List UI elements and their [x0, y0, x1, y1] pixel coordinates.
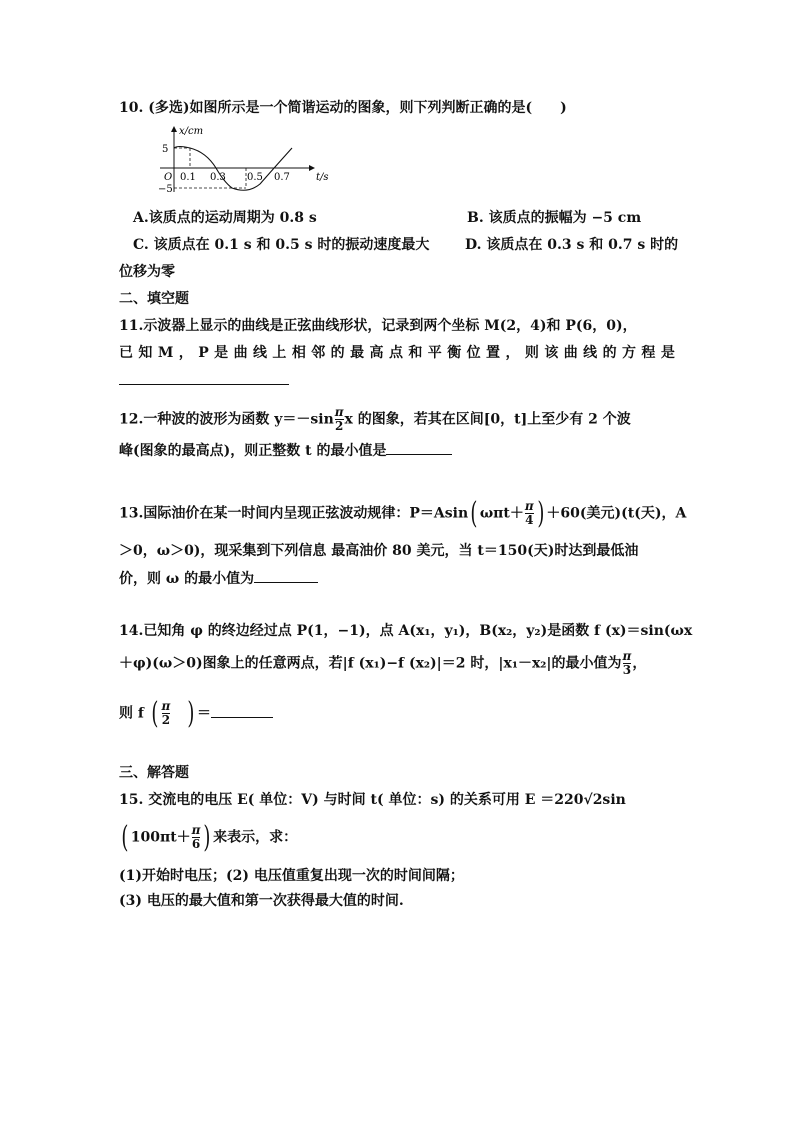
q11-word: 已	[119, 345, 133, 361]
q11-word: 方	[622, 345, 636, 361]
q15-paren-open: (	[121, 819, 129, 855]
q10-option-d-cont: 位移为零	[119, 264, 175, 280]
q11-word: 和	[408, 345, 423, 361]
q11-word: 线	[583, 345, 598, 361]
q14-fraction	[623, 650, 632, 677]
q14-frac2-den: 2	[161, 713, 171, 727]
q12-text-a: 12.一种波的波形为函数 y＝－sin	[119, 411, 334, 428]
q10-graph	[148, 122, 358, 194]
q12-frac-den: 2	[334, 419, 344, 433]
graph-origin: O	[164, 172, 173, 183]
q12-text-b: x 的图象，若其在区间[0，t]上至少有 2 个波	[344, 411, 631, 428]
q14-frac2-num: π	[161, 699, 171, 713]
section-fill-blank: 二、填空题	[119, 291, 189, 307]
q11-word: ，	[505, 345, 520, 361]
q13-answer-blank[interactable]	[254, 568, 318, 583]
q14-answer-blank[interactable]	[211, 703, 273, 718]
q11-word: 相	[291, 345, 306, 361]
q13-text-a: 13.国际油价在某一时间内呈现正弦波动规律：P＝Asin	[119, 505, 469, 522]
q11-word: 置	[486, 345, 501, 361]
graph-ylabel: x/cm	[179, 126, 204, 137]
q14-fraction-2	[162, 700, 171, 727]
q15-paren-close: )	[203, 819, 211, 855]
q13-inner: ωπt＋	[479, 505, 524, 522]
q13-line2: ＞0，ω＞0)，现采集到下列信息 最高油价 80 美元，当 t＝150(天)时达到最低油	[119, 543, 639, 559]
q14-line1: 14.已知角 φ 的终边经过点 P(1，−1)，点 A(x₁，y₁)，B(x₂，y₂)是函数 f (x)＝sin(ωx	[119, 623, 693, 639]
q11-word: 该	[544, 345, 559, 361]
q11-answer-blank[interactable]	[119, 384, 289, 385]
q15-line2	[119, 819, 298, 855]
section-answer: 三、解答题	[119, 765, 189, 781]
graph-xtick-01: 0.1	[180, 172, 196, 183]
q13-line3	[119, 568, 318, 589]
q13-text-b: ＋60(美元)(t(天)，A	[546, 505, 687, 522]
graph-ytick-neg: −5	[158, 184, 173, 194]
q14-text-b: ，	[632, 655, 647, 672]
q11-word: 最	[350, 345, 365, 361]
q11-word: 程	[641, 345, 656, 361]
q15-text-b: 来表示，求：	[213, 829, 298, 846]
q11-word: 曲	[233, 345, 248, 361]
q14-line3	[119, 695, 273, 731]
q11-word: 则	[524, 345, 539, 361]
q12-text-c: 峰(图象的最高点)，则正整数 t 的最小值是	[119, 443, 387, 459]
q11-word: 上	[272, 345, 287, 361]
q15-line4: (3) 电压的最大值和第一次获得最大值的时间.	[119, 893, 404, 909]
q11-word: 位	[466, 345, 481, 361]
q10-option-a: A.该质点的运动周期为 0.8 s	[133, 210, 317, 226]
q12-frac-num: π	[334, 405, 344, 419]
graph-xtick-03: 0.3	[210, 172, 226, 183]
graph-xtick-07: 0.7	[274, 172, 290, 183]
q11-line2	[119, 343, 675, 363]
q13-text-c: 价，则 ω 的最小值为	[119, 571, 255, 587]
q13-paren-close: )	[537, 495, 545, 531]
q15-frac-num: π	[191, 823, 201, 837]
q11-word: 曲	[563, 345, 578, 361]
q11-word: 是	[660, 345, 675, 361]
q14-frac-den: 3	[622, 663, 632, 677]
graph-ytick-pos: 5	[162, 144, 169, 155]
q11-word: 邻	[311, 345, 326, 361]
q15-frac-den: 6	[191, 837, 201, 851]
q12-line1	[119, 406, 631, 433]
q14-text-c: 则 f	[119, 705, 149, 722]
q10-option-c: C. 该质点在 0.1 s 和 0.5 s 时的振动速度最大	[133, 237, 430, 253]
q10-option-b: B. 该质点的振幅为 −5 cm	[467, 210, 642, 226]
q15-fraction	[192, 824, 201, 851]
q11-word: 平	[427, 345, 442, 361]
q14-line2	[119, 650, 646, 677]
q11-line1: 11.示波器上显示的曲线是正弦曲线形状，记录到两个坐标 M(2，4)和 P(6，0)，	[119, 318, 637, 334]
q11-word: 高	[369, 345, 384, 361]
q11-word: 知	[138, 345, 153, 361]
q15-line3: (1)开始时电压；(2) 电压值重复出现一次的时间间隔；	[119, 868, 464, 884]
q13-paren-open: (	[470, 495, 478, 531]
q12-answer-blank[interactable]	[386, 440, 452, 455]
q14-text-a: ＋φ)(ω＞0)图象上的任意两点，若|f (x₁)−f (x₂)|＝2 时，|x₁－x₂|的最小值为	[119, 655, 622, 672]
q11-word: P	[198, 345, 209, 361]
q14-paren-open: (	[151, 695, 159, 731]
q11-word: 点	[388, 345, 403, 361]
q13-fraction	[525, 500, 534, 527]
q11-word: 衡	[447, 345, 462, 361]
q12-fraction	[335, 406, 344, 433]
q14-frac-num: π	[622, 649, 632, 663]
q11-word: 线	[252, 345, 267, 361]
q14-text-d: ＝	[197, 705, 212, 722]
q14-paren-close: )	[187, 695, 195, 731]
q11-word: ，	[178, 345, 193, 361]
q13-line1	[119, 495, 687, 531]
q11-word: 的	[330, 345, 345, 361]
graph-xlabel: t/s	[316, 172, 329, 183]
q15-line1: 15. 交流电的电压 E( 单位：V) 与时间 t( 单位：s) 的关系可用 E ＝220√2sin	[119, 792, 626, 808]
graph-xtick-05: 0.5	[247, 172, 263, 183]
q11-word: 的	[602, 345, 617, 361]
q13-frac-den: 4	[525, 513, 534, 527]
q12-line2	[119, 440, 452, 461]
q11-word: 是	[214, 345, 229, 361]
q15-inner: 100πt＋	[130, 829, 191, 846]
q10-option-d: D. 该质点在 0.3 s 和 0.7 s 时的	[465, 237, 679, 253]
q10-stem: 10. (多选)如图所示是一个简谐运动的图象，则下列判断正确的是( )	[119, 100, 567, 116]
q11-word: M	[157, 345, 174, 361]
q13-frac-num: π	[524, 499, 534, 513]
